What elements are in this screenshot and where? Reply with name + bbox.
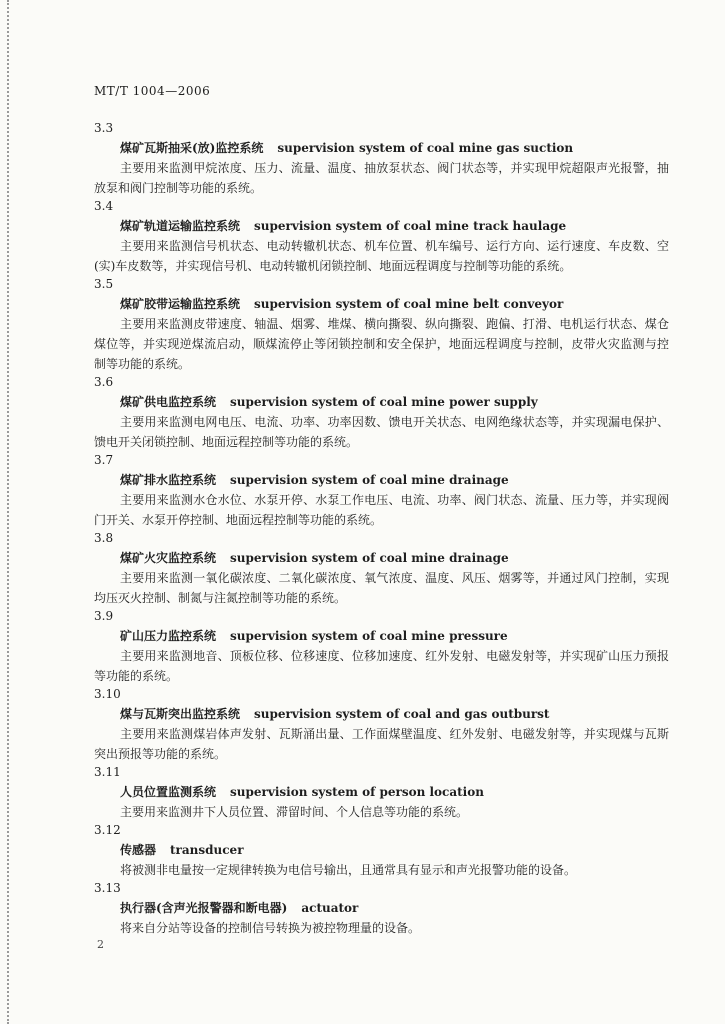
term-heading — [94, 782, 669, 802]
clause-number: 3.12 — [94, 823, 121, 837]
term-chinese: 煤与瓦斯突出监控系统 — [120, 707, 241, 721]
clause-number: 3.7 — [94, 453, 114, 467]
term-definition: 主要用来监测信号机状态、电动转辙机状态、机车位置、机车编号、运行方向、运行速度、车皮数、空(实)车皮数等，并实现信号机、电动转辙机闭锁控制、地面远程调度与控制等功能的系统。 — [94, 239, 669, 273]
term-entry — [94, 606, 669, 686]
clause-number: 3.6 — [94, 375, 114, 389]
term-chinese: 煤矿供电监控系统 — [120, 395, 217, 409]
term-chinese: 人员位置监测系统 — [120, 785, 217, 799]
term-entry — [94, 372, 669, 452]
term-english: supervision system of coal mine drainage — [230, 473, 509, 487]
term-entry — [94, 820, 669, 880]
term-entry — [94, 528, 669, 608]
term-heading — [94, 138, 669, 158]
term-definition: 主要用来监测地音、顶板位移、位移速度、位移加速度、红外发射、电磁发射等，并实现矿山压力预报等功能的系统。 — [94, 649, 669, 683]
term-definition: 主要用来监测皮带速度、轴温、烟雾、堆煤、横向撕裂、纵向撕裂、跑偏、打滑、电机运行状态、煤仓煤位等，并实现逆煤流启动，顺煤流停止等闭锁控制和安全保护，地面远程调度与控制，皮带火灾监测与控制等功能的系统。 — [94, 317, 669, 371]
binding-holes — [7, 0, 9, 1024]
term-definition: 主要用来监测煤岩体声发射、瓦斯涌出量、工作面煤壁温度、红外发射、电磁发射等，并实现煤与瓦斯突出预报等功能的系统。 — [94, 727, 669, 761]
term-definition: 将被测非电量按一定规律转换为电信号输出，且通常具有显示和声光报警功能的设备。 — [120, 863, 577, 877]
term-english: supervision system of coal mine drainage — [230, 551, 509, 565]
term-entry — [94, 118, 669, 198]
term-english: supervision system of coal mine gas suction — [277, 141, 574, 155]
clause-number: 3.13 — [94, 881, 121, 895]
term-english: supervision system of coal mine pressure — [230, 629, 508, 643]
term-heading — [94, 704, 669, 724]
term-english: supervision system of coal mine power supply — [230, 395, 538, 409]
clause-number: 3.4 — [94, 199, 114, 213]
term-chinese: 煤矿火灾监控系统 — [120, 551, 217, 565]
term-heading — [94, 470, 669, 490]
term-entry — [94, 684, 669, 764]
term-definition: 主要用来监测井下人员位置、滞留时间、个人信息等功能的系统。 — [120, 805, 469, 819]
term-heading — [94, 216, 669, 236]
term-chinese: 煤矿瓦斯抽采(放)监控系统 — [120, 141, 264, 155]
term-heading — [94, 294, 669, 314]
term-entry — [94, 762, 669, 822]
clause-number: 3.9 — [94, 609, 114, 623]
term-definition: 主要用来监测电网电压、电流、功率、功率因数、馈电开关状态、电网绝缘状态等，并实现漏电保护、馈电开关闭锁控制、地面远程控制等功能的系统。 — [94, 415, 669, 449]
term-english: supervision system of person location — [230, 785, 484, 799]
term-english: transducer — [170, 843, 244, 857]
term-entry — [94, 450, 669, 530]
term-definition: 主要用来监测一氧化碳浓度、二氧化碳浓度、氧气浓度、温度、风压、烟雾等，并通过风门控制，实现均压灭火控制、制氮与注氮控制等功能的系统。 — [94, 571, 669, 605]
clause-number: 3.10 — [94, 687, 121, 701]
term-heading — [94, 626, 669, 646]
term-definition: 主要用来监测水仓水位、水泵开停、水泵工作电压、电流、功率、阀门状态、流量、压力等，并实现阀门开关、水泵开停控制、地面远程控制等功能的系统。 — [94, 493, 669, 527]
term-heading — [94, 392, 669, 412]
term-english: supervision system of coal mine belt conveyor — [254, 297, 564, 311]
term-chinese: 煤矿胶带运输监控系统 — [120, 297, 241, 311]
term-entry — [94, 878, 669, 938]
standard-number: MT/T 1004—2006 — [94, 84, 211, 98]
term-english: actuator — [301, 901, 359, 915]
term-entry — [94, 274, 669, 374]
term-chinese: 煤矿排水监控系统 — [120, 473, 217, 487]
term-heading — [94, 548, 669, 568]
term-chinese: 执行器(含声光报警器和断电器) — [120, 901, 288, 915]
clause-number: 3.3 — [94, 121, 114, 135]
term-english: supervision system of coal mine track haulage — [254, 219, 567, 233]
term-chinese: 传感器 — [120, 843, 157, 857]
term-definition: 主要用来监测甲烷浓度、压力、流量、温度、抽放泵状态、阀门状态等，并实现甲烷超限声光报警，抽放泵和阀门控制等功能的系统。 — [94, 161, 669, 195]
term-definition: 将来自分站等设备的控制信号转换为被控物理量的设备。 — [120, 921, 421, 935]
page-number: 2 — [97, 938, 104, 951]
term-entry — [94, 196, 669, 276]
term-heading — [94, 898, 669, 918]
clause-number: 3.8 — [94, 531, 114, 545]
term-chinese: 煤矿轨道运输监控系统 — [120, 219, 241, 233]
term-english: supervision system of coal and gas outburst — [254, 707, 550, 721]
clause-number: 3.11 — [94, 765, 121, 779]
clause-number: 3.5 — [94, 277, 114, 291]
term-chinese: 矿山压力监控系统 — [120, 629, 217, 643]
term-heading — [94, 840, 669, 860]
